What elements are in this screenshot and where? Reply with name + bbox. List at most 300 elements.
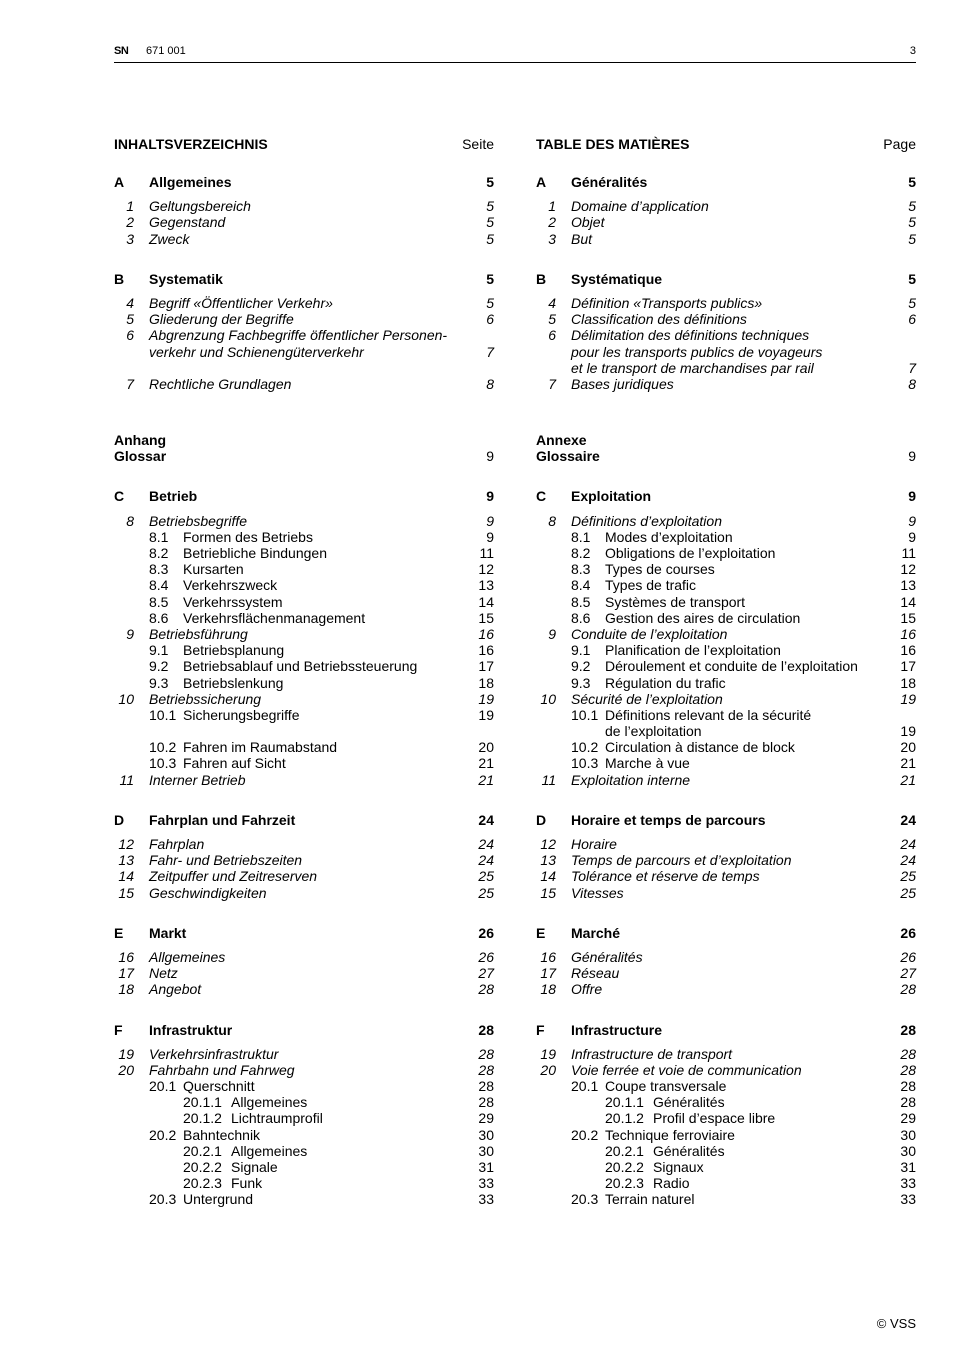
toc-chapter-entry[interactable] [114,691,494,707]
page-ref: 31 [478,1159,494,1175]
toc-subsubsection-entry[interactable] [114,1159,494,1175]
toc-subsection-entry[interactable] [536,545,916,561]
toc-subsection-entry[interactable] [536,529,916,545]
toc-subsection-entry[interactable] [114,545,494,561]
toc-section-entry[interactable] [536,174,916,190]
spacer [536,998,916,1022]
toc-subsection-entry[interactable] [114,675,494,691]
entry-title: Offre [571,981,603,998]
toc-chapter-entry[interactable] [536,311,916,327]
section-letter: D [114,811,125,828]
page-ref: 26 [478,924,494,941]
entry-title: Infrastruktur [149,1021,233,1038]
toc-chapter-entry[interactable] [536,981,916,997]
subsection-number: 8.5 [149,593,169,610]
toc-subsection-entry[interactable] [536,755,916,771]
entry-title: Betriebsbegriffe [149,512,248,529]
page-ref: 19 [478,706,494,723]
section-letter: E [114,924,124,941]
entry-title: Conduite de l’exploitation [571,625,728,642]
toc-subsection-entry[interactable] [114,755,494,771]
page-ref: 33 [900,1175,916,1192]
subsubsection-number: 20.1.2 [605,1110,644,1127]
toc-section-entry[interactable] [114,812,494,828]
page-ref: 19 [900,723,916,740]
subsection-number: 8.6 [149,609,169,626]
toc-chapter-entry[interactable] [114,198,494,214]
page-ref: 17 [900,658,916,675]
subsubsection-number: 20.2.2 [183,1159,222,1175]
toc-title: TABLE DES MATIÈRES [536,136,690,152]
chapter-number: 16 [118,948,134,965]
subsection-number: 10.2 [149,739,177,756]
toc-subsection-entry[interactable] [114,1191,494,1207]
entry-title: Annexe [536,432,587,449]
chapter-number: 4 [126,294,134,311]
entry-title: Betriebliche Bindungen [183,545,327,561]
chapter-number: 14 [118,868,134,885]
toc-subsubsection-entry[interactable] [114,1094,494,1110]
document-number: 671 001 [146,45,186,57]
toc-chapter-entry[interactable] [114,981,494,997]
entry-title: Fahrplan und Fahrzeit [149,811,296,828]
toc-subsection-entry[interactable] [114,658,494,674]
entry-title: Vitesses [571,884,624,901]
page-ref: 28 [478,1061,494,1078]
entry-title: Kursarten [183,561,244,578]
toc-chapter-entry[interactable] [536,836,916,852]
toc-chapter-entry[interactable] [536,949,916,965]
toc-chapter-entry[interactable] [114,1062,494,1078]
entry-title: Domaine d’application [571,198,709,215]
page-ref: 9 [908,528,916,545]
toc-chapter-entry[interactable] [114,965,494,981]
toc-subsection-entry[interactable] [114,1078,494,1094]
toc-title: INHALTSVERZEICHNIS [114,136,268,152]
page-ref: 28 [478,1094,494,1111]
page-ref: 20 [900,739,916,756]
page-ref: 30 [478,1142,494,1159]
toc-chapter-entry[interactable] [536,1046,916,1062]
page-ref: 33 [478,1175,494,1192]
toc-chapter-entry[interactable] [536,1062,916,1078]
subsection-number: 10.3 [571,755,599,772]
toc-subsection-entry[interactable] [536,707,916,723]
page-ref: 24 [900,811,916,828]
toc-section-entry[interactable] [114,174,494,190]
chapter-number: 3 [548,230,556,247]
page-ref: 16 [478,642,494,659]
toc-subsection-entry[interactable] [114,594,494,610]
page-ref: 16 [900,625,916,642]
spacer [114,998,494,1022]
toc-chapter-entry[interactable] [114,513,494,529]
spacer [536,392,916,432]
entry-title: Glossar [114,448,167,465]
page-ref: 29 [478,1110,494,1127]
toc-subsection-entry[interactable] [536,594,916,610]
toc-heading [536,136,916,152]
entry-title: Fahren auf Sicht [183,755,286,772]
section-letter: C [536,488,547,505]
subsection-number: 20.2 [149,1126,177,1143]
entry-title: Rechtliche Grundlagen [149,375,292,392]
page-ref: 28 [478,981,494,998]
chapter-number: 2 [548,214,556,231]
entry-title: Betrieb [149,488,198,505]
chapter-number: 2 [126,214,134,231]
entry-title: Sicherungsbegriffe [183,706,300,723]
entry-title: Radio [653,1175,690,1192]
toc-chapter-entry[interactable] [536,376,916,392]
entry-title: Coupe transversale [605,1078,727,1095]
toc-column-german [114,0,494,1360]
page-ref: 9 [486,488,494,505]
page-ref: 25 [478,868,494,885]
toc-section-entry[interactable] [536,271,916,287]
toc-entry-continuation[interactable] [114,344,494,360]
toc-subsection-entry[interactable] [536,658,916,674]
chapter-number: 11 [119,771,134,788]
page-ref: 21 [900,755,916,772]
chapter-number: 11 [541,771,556,788]
toc-chapter-entry[interactable] [536,513,916,529]
subsubsection-number: 20.2.2 [605,1159,644,1175]
page-ref: 33 [478,1191,494,1208]
spacer [114,1038,494,1046]
toc-subsection-entry[interactable] [114,642,494,658]
entry-title: Temps de parcours et d’exploitation [571,852,792,869]
chapter-number: 15 [540,884,556,901]
page-ref: 28 [900,1061,916,1078]
subsubsection-number: 20.1.1 [605,1094,644,1111]
subsubsection-number: 20.2.3 [183,1175,222,1192]
entry-title: Définitions relevant de la sécurité [605,706,812,723]
page-ref: 30 [900,1126,916,1143]
entry-title: Funk [231,1175,263,1192]
entry-title: Définitions d’exploitation [571,512,722,529]
entry-title: verkehr und Schienengüterverkehr [149,343,364,360]
toc-subsubsection-entry[interactable] [536,1143,916,1159]
toc-subsubsection-entry[interactable] [536,1094,916,1110]
entry-title: But [571,230,593,247]
toc-chapter-entry[interactable] [536,772,916,788]
section-letter: B [114,270,125,287]
page-ref: 17 [478,658,494,675]
chapter-number: 19 [540,1045,556,1062]
spacer [114,941,494,949]
toc-subsection-entry[interactable] [114,529,494,545]
spacer [536,247,916,271]
page-ref: 24 [478,811,494,828]
toc-section-entry[interactable] [536,488,916,504]
toc-chapter-entry[interactable] [536,626,916,642]
subsection-number: 8.2 [571,545,591,561]
toc-subsection-entry[interactable] [536,610,916,626]
chapter-number: 8 [548,512,556,529]
toc-subsection-entry[interactable] [536,642,916,658]
section-letter: C [114,488,125,505]
entry-title: Exploitation [571,488,652,505]
subsection-number: 8.2 [149,545,169,561]
page-ref: 15 [900,609,916,626]
toc-subsection-entry[interactable] [536,675,916,691]
entry-title: Signaux [653,1159,704,1175]
toc-chapter-entry[interactable] [114,949,494,965]
page-ref: 28 [478,1045,494,1062]
toc-chapter-entry[interactable] [114,868,494,884]
chapter-number: 6 [548,327,556,344]
page-ref: 29 [900,1110,916,1127]
entry-title: Betriebssicherung [149,690,262,707]
page-ref: 11 [901,545,916,561]
subsection-number: 10.3 [149,755,177,772]
page-ref: 5 [486,294,494,311]
spacer [114,287,494,295]
toc-chapter-entry[interactable] [114,214,494,230]
page-ref: 33 [900,1191,916,1208]
toc-chapter-entry[interactable] [536,868,916,884]
entry-title: Gliederung der Begriffe [149,311,294,328]
toc-section-entry[interactable] [114,925,494,941]
page-ref: 15 [478,609,494,626]
page-ref: 28 [900,1078,916,1095]
toc-chapter-entry[interactable] [114,327,494,343]
toc-chapter-entry[interactable] [536,852,916,868]
toc-subsubsection-entry[interactable] [536,1159,916,1175]
entry-title: Zweck [149,230,190,247]
subsection-number: 8.5 [571,593,591,610]
page-ref: 5 [486,230,494,247]
chapter-number: 14 [540,868,556,885]
page-ref: 13 [478,577,494,594]
entry-title: Zeitpuffer und Zeitreserven [149,868,318,885]
subsection-number: 8.4 [571,577,591,594]
chapter-number: 1 [548,198,556,215]
toc-chapter-entry[interactable] [536,231,916,247]
toc-subsection-entry[interactable] [536,1191,916,1207]
subsubsection-number: 20.2.1 [605,1142,644,1159]
entry-title: Exploitation interne [571,771,691,788]
toc-subsubsection-entry[interactable] [114,1175,494,1191]
chapter-number: 20 [540,1061,556,1078]
toc-chapter-entry[interactable] [114,852,494,868]
spacer [536,828,916,836]
toc-chapter-entry[interactable] [114,1046,494,1062]
toc-heading [114,136,494,152]
entry-title: Généralités [571,174,648,190]
toc-section-entry[interactable] [114,1022,494,1038]
page-ref: 8 [908,375,916,392]
page-ref: 18 [478,674,494,691]
section-letter: F [536,1021,545,1038]
toc-entries [114,174,494,1208]
page-ref: 5 [486,174,494,190]
page-ref: 28 [900,1094,916,1111]
toc-subsection-entry[interactable] [114,1127,494,1143]
toc-chapter-entry[interactable] [536,691,916,707]
subsubsection-number: 20.2.1 [183,1142,222,1159]
entry-title: Verkehrsflächenmanagement [183,609,366,626]
subsection-number: 10.1 [571,706,599,723]
page-ref: 25 [478,884,494,901]
page-ref: 12 [900,561,916,578]
subsection-number: 9.3 [149,674,169,691]
toc-chapter-entry[interactable] [536,885,916,901]
toc-section-entry[interactable] [536,1022,916,1038]
page-ref: 9 [908,448,916,465]
toc-subsection-entry[interactable] [536,1127,916,1143]
toc-subsection-entry[interactable] [114,561,494,577]
entry-title: Objet [571,214,605,231]
entry-title: Marché [571,924,621,941]
entry-title: Horaire et temps de parcours [571,811,766,828]
page-number: 3 [909,45,916,57]
toc-subsection-entry[interactable] [536,1078,916,1094]
page-ref: 5 [908,294,916,311]
toc-chapter-entry[interactable] [536,214,916,230]
section-letter: B [536,270,547,287]
entry-title: de l’exploitation [605,723,702,740]
spacer [536,190,916,198]
entry-title: Tolérance et réserve de temps [571,868,760,885]
toc-chapter-entry[interactable] [114,295,494,311]
toc-chapter-entry[interactable] [536,198,916,214]
page-ref: 9 [908,488,916,505]
page-ref: 31 [900,1159,916,1175]
toc-entry-continuation[interactable] [536,344,916,360]
toc-subsection-entry[interactable] [536,577,916,593]
toc-subsubsection-entry[interactable] [536,1110,916,1126]
entry-title: Délimitation des définitions techniques [571,327,810,344]
toc-section-entry[interactable] [536,812,916,828]
toc-entry-continuation[interactable] [536,723,916,739]
entry-title: Fahr- und Betriebszeiten [149,852,303,869]
entry-title: Régulation du trafic [605,674,726,691]
spacer [114,360,494,376]
page-ref: 20 [478,739,494,756]
toc-chapter-entry[interactable] [114,836,494,852]
entry-title: Bahntechnik [183,1126,261,1143]
entry-title: Infrastructure de transport [571,1045,733,1062]
entry-title: Abgrenzung Fachbegriffe öffentlicher Personen- [149,327,448,344]
toc-subsection-entry[interactable] [114,739,494,755]
entry-title: Geltungsbereich [149,198,251,215]
toc-chapter-entry[interactable] [114,626,494,642]
subsubsection-number: 20.1.2 [183,1110,222,1127]
chapter-number: 18 [118,981,134,998]
chapter-number: 16 [540,948,556,965]
section-letter: A [114,174,125,190]
toc-chapter-entry[interactable] [536,295,916,311]
toc-section-entry[interactable] [114,271,494,287]
toc-subsection-entry[interactable] [114,707,494,723]
entry-title: Geschwindigkeiten [149,884,267,901]
subsection-number: 8.3 [571,561,591,578]
toc-chapter-entry[interactable] [114,885,494,901]
chapter-number: 6 [126,327,134,344]
page-ref: 21 [900,771,916,788]
chapter-number: 12 [118,836,134,852]
spacer [536,901,916,925]
subsection-number: 10.1 [149,706,177,723]
subsection-number: 20.3 [571,1191,599,1208]
entry-title: Technique ferroviaire [605,1126,735,1143]
toc-chapter-entry[interactable] [536,965,916,981]
page-ref: 18 [900,674,916,691]
toc-subsubsection-entry[interactable] [114,1143,494,1159]
section-letter: E [536,924,546,941]
toc-subsection-entry[interactable] [114,577,494,593]
page-ref: 5 [908,230,916,247]
toc-entry-continuation[interactable] [536,360,916,376]
page-ref: 5 [486,270,494,287]
spacer [114,828,494,836]
subsection-number: 10.2 [571,739,599,756]
section-letter: A [536,174,547,190]
toc-chapter-entry[interactable] [114,231,494,247]
chapter-number: 4 [548,294,556,311]
entry-title: Betriebslenkung [183,674,284,691]
spacer [114,788,494,812]
page-ref: 5 [908,198,916,215]
chapter-number: 18 [540,981,556,998]
page-ref: 24 [478,852,494,869]
entry-title: Horaire [571,836,617,852]
page-ref: 24 [478,836,494,852]
page-ref: 5 [486,214,494,231]
toc-subsection-entry[interactable] [536,739,916,755]
page-ref: 21 [478,755,494,772]
page-ref: 28 [478,1021,494,1038]
subsection-number: 8.4 [149,577,169,594]
toc-section-entry[interactable] [114,488,494,504]
toc-subsubsection-entry[interactable] [114,1110,494,1126]
spacer [114,247,494,271]
entry-title: Déroulement et conduite de l’exploitation [605,658,858,675]
entry-title: Circulation à distance de block [605,739,795,756]
entry-title: Allgemeines [149,948,226,965]
toc-chapter-entry[interactable] [536,327,916,343]
page-ref: 28 [478,1078,494,1095]
entry-title: Markt [149,924,187,941]
toc-appendix-entry[interactable] [536,432,916,448]
toc-appendix-entry[interactable] [114,432,494,448]
toc-section-entry[interactable] [536,925,916,941]
toc-subsection-entry[interactable] [114,610,494,626]
entry-title: Betriebsplanung [183,642,285,659]
page-ref: 25 [900,884,916,901]
toc-appendix-entry[interactable] [536,448,916,464]
page-ref: 5 [908,270,916,287]
entry-title: Betriebsablauf und Betriebssteuerung [183,658,418,675]
toc-subsection-entry[interactable] [536,561,916,577]
entry-title: Gestion des aires de circulation [605,609,801,626]
toc-subsubsection-entry[interactable] [536,1175,916,1191]
toc-chapter-entry[interactable] [114,772,494,788]
toc-chapter-entry[interactable] [114,376,494,392]
entry-title: Signale [231,1159,278,1175]
subsection-number: 8.1 [571,528,591,545]
toc-appendix-entry[interactable] [114,448,494,464]
toc-chapter-entry[interactable] [114,311,494,327]
chapter-number: 5 [548,311,556,328]
chapter-number: 8 [126,512,134,529]
chapter-number: 10 [118,690,134,707]
entry-title: Formen des Betriebs [183,528,313,545]
entry-title: Définition «Transports publics» [571,294,763,311]
page-ref: 7 [908,359,916,376]
